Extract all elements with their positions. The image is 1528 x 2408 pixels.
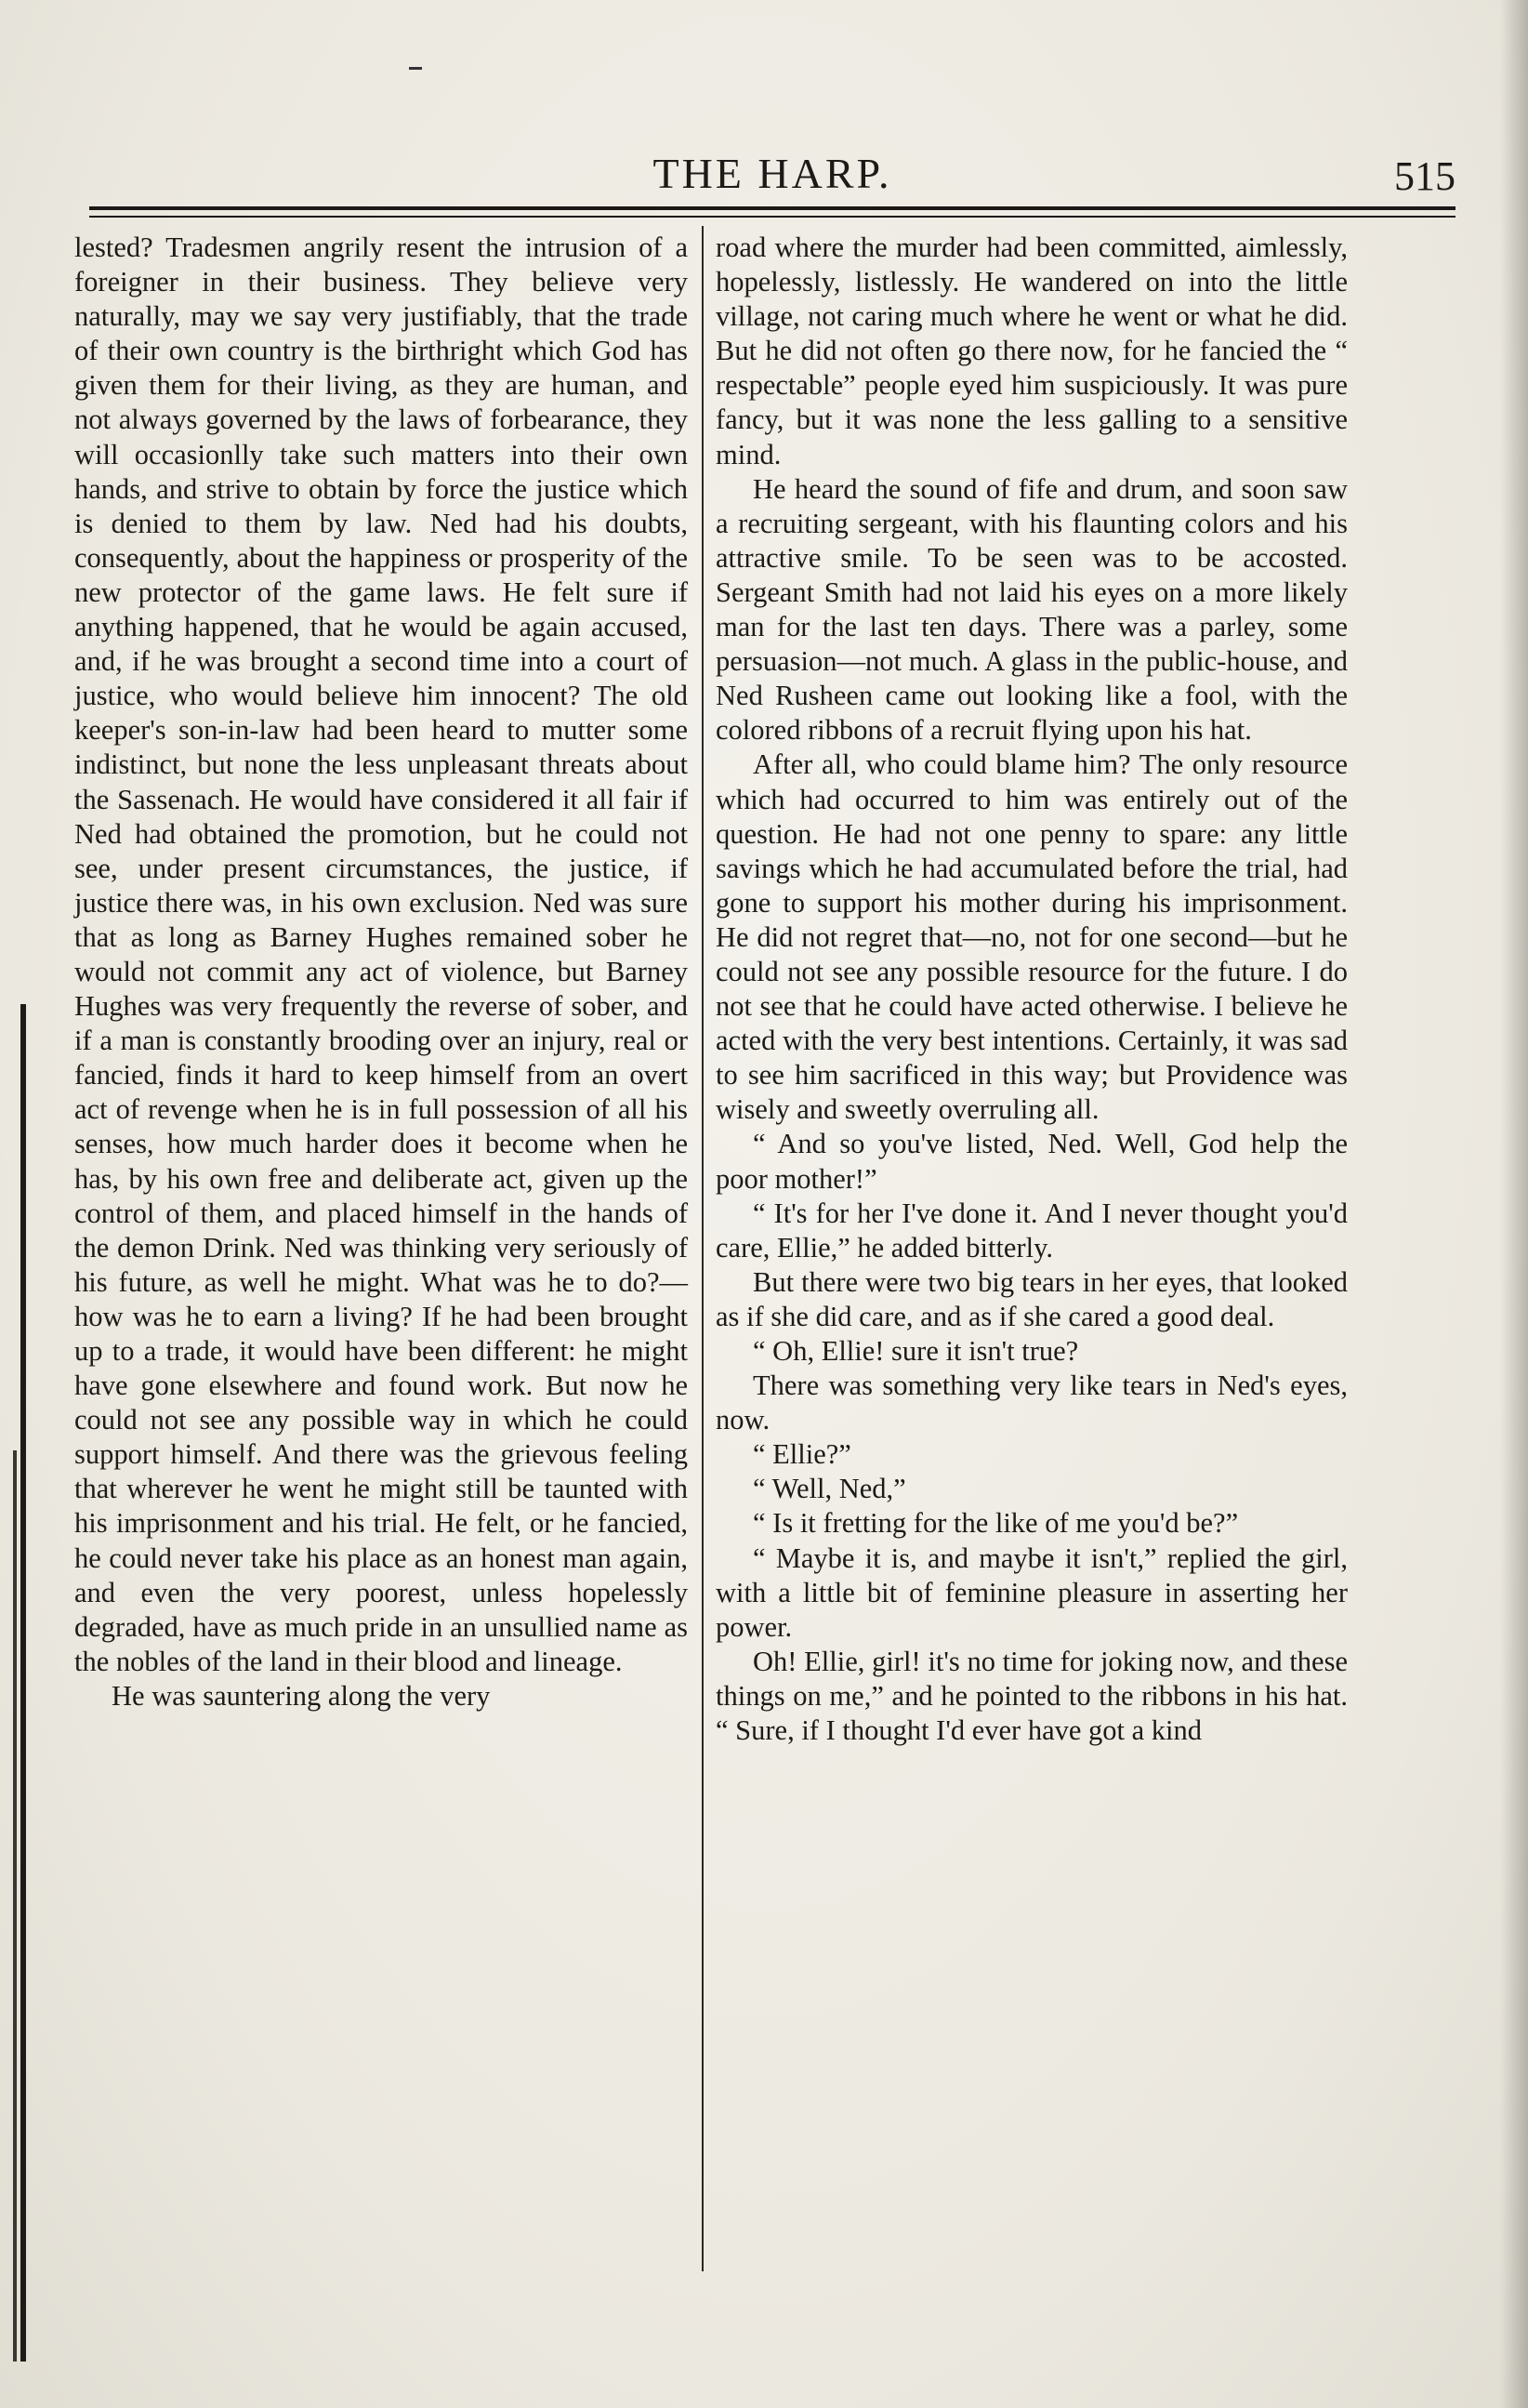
paragraph: “ Well, Ned,”	[753, 1473, 906, 1505]
paragraph: After all, who could blame him? The only resource which had occurred to him was entirely out of the question. He had not one penny to spare: any little savings which he had accumulated before the trial, had gone to support his mother during his imprisonment. He did not regret that—no, not for one second—but he could not see any possible resource for the future. I do not see that he could have acted otherwise. I believe he acted with the very best intentions. Certainly, it was sad to see him sacrificed in this way; but Providence was wisely and sweetly overruling all.	[716, 748, 1348, 1126]
page-edge-shadow	[1500, 0, 1528, 2408]
paragraph: There was something very like tears in Ned's eyes, now.	[716, 1369, 1348, 1436]
binding-edge	[20, 1004, 26, 2362]
header-rule-thin	[89, 216, 1456, 218]
paragraph: “ Ellie?”	[753, 1438, 851, 1471]
paragraph: “ It's for her I've done it. And I never thought you'd care, Ellie,” he added bitterly.	[716, 1197, 1348, 1264]
page-number: 515	[1394, 153, 1456, 199]
paragraph: “ Oh, Ellie! sure it isn't true?	[753, 1335, 1079, 1367]
paragraph: “ Maybe it is, and maybe it isn't,” replied the girl, with a little bit of feminine pleasure in asserting her power.	[716, 1541, 1348, 1643]
page-header	[89, 149, 1456, 205]
paragraph: Oh! Ellie, girl! it's no time for joking now, and these things on me,” and he pointed to the ribbons in his hat. “ Sure, if I thought I'd ever have got a kind	[716, 1645, 1348, 1747]
paragraph: But there were two big tears in her eyes, that looked as if she did care, and as if she cared a good deal.	[716, 1265, 1348, 1332]
paragraph: road where the murder had been committed, aimlessly, hopelessly, listlessly. He wandered on into the little village, not caring much where he went or what he did. But he did not often go there now, for he fancied the “ respectable” people eyed him suspiciously. It was pure fancy, but it was none the less galling to a sensitive mind.	[716, 232, 1348, 470]
running-title: THE HARP.	[652, 150, 892, 197]
paragraph: “ Is it fretting for the like of me you'd be?”	[753, 1507, 1239, 1540]
column-divider	[702, 226, 704, 2271]
stray-mark	[409, 67, 422, 70]
left-column	[74, 231, 688, 1713]
paragraph: “ And so you've listed, Ned. Well, God help the poor mother!”	[716, 1128, 1348, 1195]
paragraph: He heard the sound of fife and drum, and soon saw a recruiting sergeant, with his flaunting colors and his attractive smile. To be seen was to be accosted. Sergeant Smith had not laid his eyes on a more likely man for the last ten days. There was a parley, some persuasion—not much. A glass in the public-house, and Ned Rusheen came out looking like a fool, with the colored ribbons of a recruit flying upon his hat.	[716, 472, 1348, 747]
right-column	[716, 231, 1348, 1748]
paragraph: lested? Tradesmen angrily resent the intrusion of a foreigner in their business. They believe very naturally, may we say very justifiably, that the trade of their own country is the birthright which God has given them for their living, as they are human, and not always governed by the laws of forbearance, they will occasionlly take such matters into their own hands, and strive to obtain by force the justice which is denied to them by law. Ned had his doubts, consequently, about the happiness or prosperity of the new protector of the game laws. He felt sure if anything happened, that he would be again accused, and, if he was brought a second time into a court of justice, who would believe him innocent? The old keeper's son-in-law had been heard to mutter some indistinct, but none the less unpleasant threats about the Sassenach. He would have considered it all fair if Ned had obtained the promotion, but he could not see, under present circumstances, the justice, if justice there was, in his own exclusion. Ned was sure that as long as Barney Hughes remained sober he would not commit any act of violence, but Barney Hughes was very frequently the reverse of sober, and if a man is constantly brooding over an injury, real or fancied, finds it hard to keep himself from an overt act of revenge when he is in full possession of all his senses, how much harder does it become when he has, by his own free and deliberate act, given up the control of them, and placed himself in the hands of the demon Drink. Ned was thinking very seriously of his future, as well he might. What was he to do?—how was he to earn a living? If he had been brought up to a trade, it would have been different: he might have gone elsewhere and found work. But now he could not see any possible way in which he could support himself. And there was the grievous feeling that wherever he went he might still be taunted with his imprisonment and his trial. He felt, or he fancied, he could never take his place as an honest man again, and even the very poorest, unless hopelessly degraded, have as much pride in an unsullied name as the nobles of the land in their blood and lineage.	[74, 232, 688, 1677]
paragraph: He was sauntering along the very	[112, 1679, 491, 1712]
header-rule-thick	[89, 206, 1456, 210]
binding-edge-shadow	[13, 1450, 17, 2362]
